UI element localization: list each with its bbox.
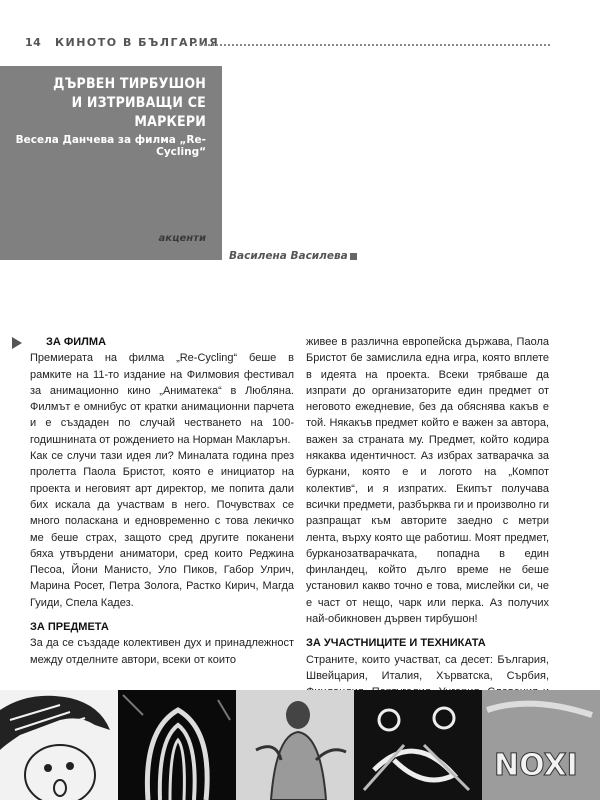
film-still-2 [118, 690, 236, 800]
paragraph: Премиерата на филма „Re-Cycling“ беше в рамките на 11-то издание на Филмовия фестивал за анимационно кино „Аниматека“ в Любляна. Филмът е омнибус от кратки анимационни парчета и е създаден по случай честването на 100-годишнината от рождението на Норман Макларън. [30, 352, 294, 446]
rubric-label: акценти [158, 233, 206, 244]
page-number: 14 [25, 36, 42, 49]
section-heading-participants: ЗА УЧАСТНИЦИТЕ И ТЕХНИКАТА [306, 637, 486, 650]
article-title-line2: И ИЗТРИВАЩИ СЕ МАРКЕРИ [71, 95, 206, 130]
article-subtitle: Весела Данчева за филма „Re-Cycling“ [15, 134, 206, 158]
section-title: КИНОТО В БЪЛГАРИЯ [55, 36, 220, 49]
author-name: Василена Василева [229, 250, 348, 262]
paragraph: живее в различна европейска държава, Паола Бристот бе замислила една игра, която вплете в идеята на проекта. Всеки трябваше да изпрати до организаторите един предмет от неговото ежедневие, без да обяснява какъв е той. Някакъв предмет който е важен за автора, важен за страната му. Предмет, който кодира някаква идентичност. Аз избрах затварачка за буркани, която е и логото на „Компот колектив“, и я изпратих. Екипът получава всички предмети, разбърква ги и произволно ги разпращат към авторите заедно с метри лента, върху която ще работиш. Моят предмет, бурканозатварачката, попадна в един финландец, който дълго време не беше установил какво точно е това, мислейки си, че е част от нещо, чарк или перка. Аз получих най-обикновен дървен тирбушон! [306, 336, 549, 626]
frame-lettering: NOXI [494, 748, 578, 783]
paragraph: Как се случи тази идея ли? Миналата година през пролетта Паола Бристот, която е инициатор на проекта и неговият арт директор, ме попита дали бих искала да участвам в него. Почувствах се много поласкана и едновременно с това лекичко ме беше страх, защото сред другите поканени бяха утвърдени аниматори, сред които Реджина Песоа, Йони Манисто, Уло Пиков, Габор Улрич, Марина Росет, Петра Золога, Растко Кирич, Магда Гуиди, Спела Кадез. [30, 450, 294, 609]
paragraph: Страните, които участват, са десет: България, Швейцария, Италия, Хърватска, Сърбия, [306, 653, 549, 682]
film-still-5 [482, 690, 600, 800]
author-byline [229, 250, 357, 262]
article-column-right [306, 334, 549, 717]
byline-square-icon [350, 253, 357, 260]
article-title-line1: ДЪРВЕН ТИРБУШОН [53, 76, 206, 92]
title-photo-area [222, 66, 600, 244]
paragraph: За да се създаде колективен дух и принадлежност между отделните автори, всеки от които [30, 637, 294, 666]
film-stills-strip [0, 690, 600, 800]
header-dotted-rule [195, 44, 550, 46]
film-still-4 [354, 690, 482, 800]
film-still-1 [0, 690, 118, 800]
running-header [25, 36, 550, 50]
section-heading-object: ЗА ПРЕДМЕТА [30, 621, 109, 634]
article-title-box [0, 66, 222, 260]
section-arrow-icon [12, 337, 22, 349]
section-heading-film: ЗА ФИЛМА [46, 336, 107, 348]
film-still-3 [236, 690, 354, 800]
article-column-left [30, 334, 294, 668]
